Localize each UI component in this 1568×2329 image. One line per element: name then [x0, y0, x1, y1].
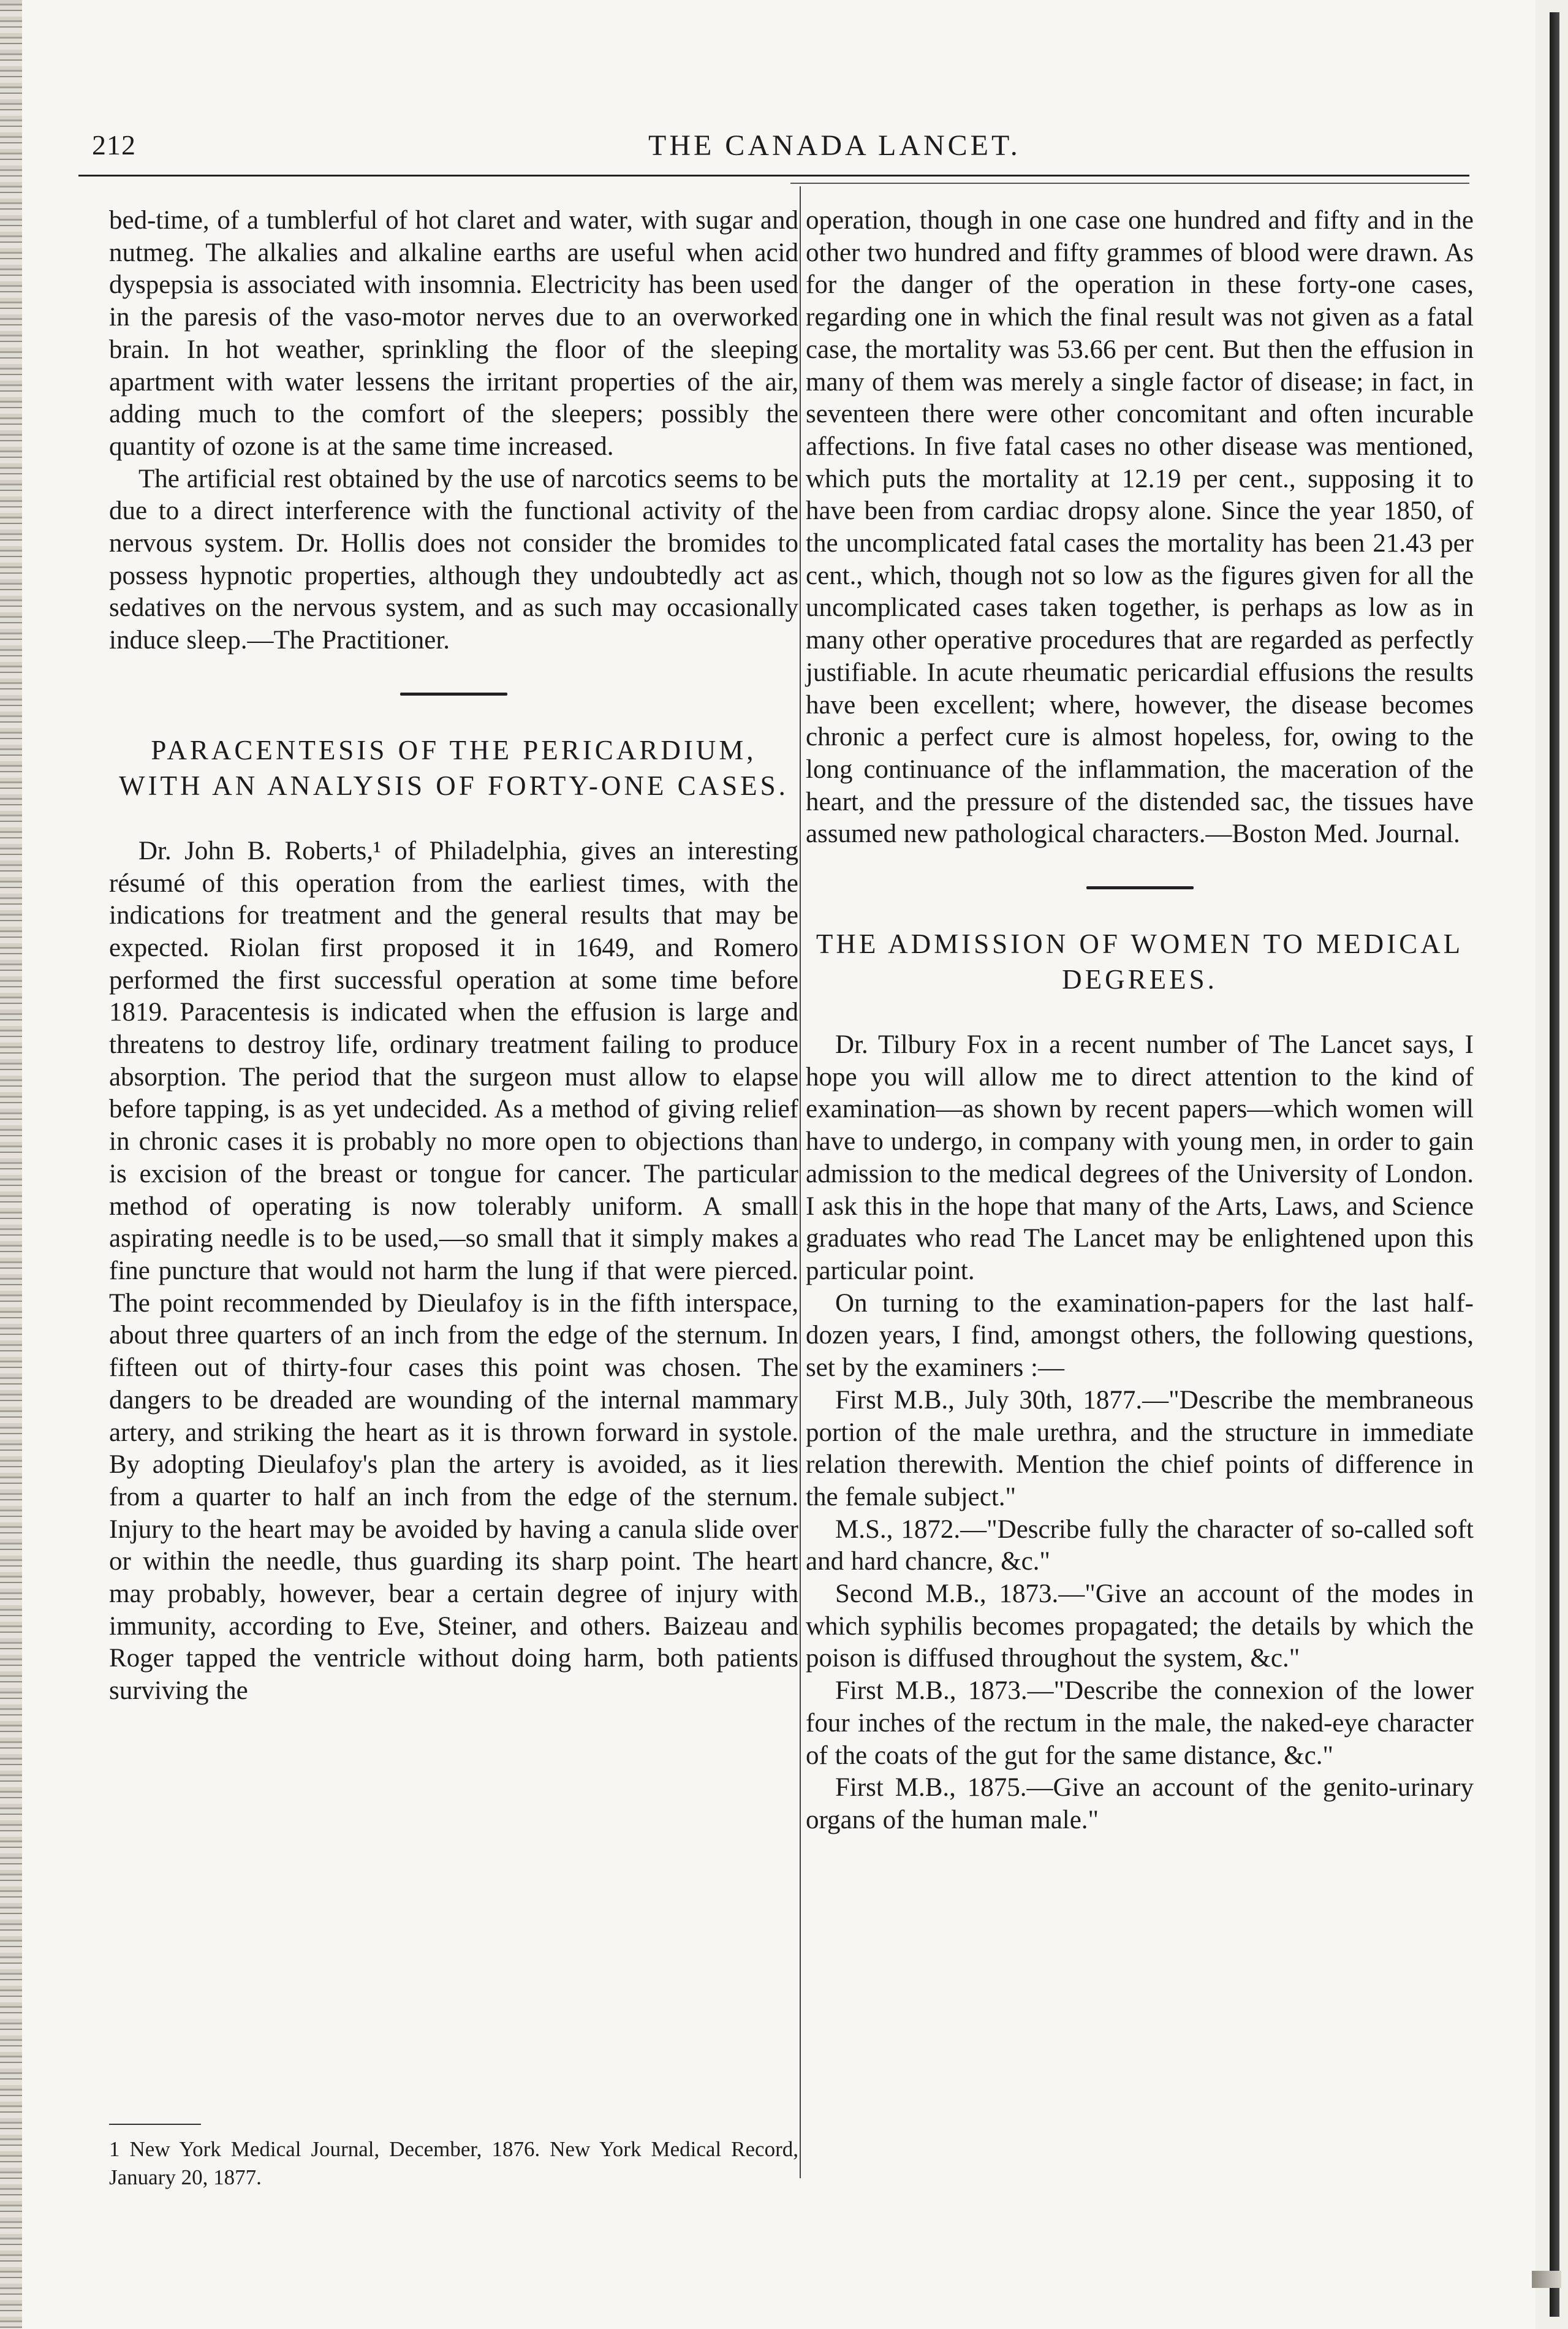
page-number: 212: [92, 129, 136, 161]
exam-question-1875: First M.B., 1875.—Give an account of the genito-urinary organs of the human male.": [806, 1773, 1474, 1834]
exam-papers-paragraph: On turning to the examination-papers for the last half-dozen years, I find, amongst others, the following questions, set by the examiners :—: [806, 1288, 1474, 1383]
exam-question-1873-first: First M.B., 1873.—"Describe the connexion of the lower four inches of the rectum in the male, the naked-eye character of the coats of the gut for the same distance, &c.": [806, 1676, 1474, 1770]
narcotics-paragraph: The artificial rest obtained by the use of narcotics seems to be due to a direct interference with the functional activity of the nervous system. Dr. Hollis does not consider the bromides to possess hypnotic properties, although they undoubtedly act as sedatives on the nervous system, and as such may occasionally induce sleep.—The Practitioner.: [109, 464, 798, 655]
insomnia-remedies-paragraph: bed-time, of a tumblerful of hot claret and water, with sugar and nutmeg. The alkalies and alkaline earths are useful when acid dyspepsia is associated with insomnia. Electricity has been used in the paresis of the vaso-motor nerves due to an overworked brain. In hot weather, sprinkling the floor of the sleeping apartment with water lessens the irritant properties of the air, adding much to the comfort of the sleepers; possibly the quantity of ozone is at the same time increased.: [109, 206, 798, 461]
exam-question-1873-second: Second M.B., 1873.—"Give an account of the modes in which syphilis becomes propagated; the details by which the poison is diffused throughout the system, &c.": [806, 1579, 1474, 1673]
pericardium-body-paragraph: Dr. John B. Roberts,¹ of Philadelphia, gives an interesting résumé of this operation from the earliest times, with the indications for treatment and the general results that may be expected. Riolan first proposed it in 1649, and Romero performed the first successful operation at some time before 1819. Paracentesis is indicated when the effusion is large and threatens to destroy life, ordinary treatment failing to produce absorption. The period that the surgeon must allow to elapse before tapping, is as yet undecided. As a method of giving relief in chronic cases it is probably no more open to objections than is excision of the breast or tongue for cancer. The particular method of operating is now tolerably uniform. A small aspirating needle is to be used,—so small that it simply makes a fine puncture that would not harm the lung if that were pierced. The point recommended by Dieulafoy is in the fifth interspace, about three quarters of an inch from the edge of the sternum. In fifteen out of thirty-four cases this point was chosen. The dangers to be dreaded are wounding of the internal mammary artery, and striking the heart as it is thrown forward in systole. By adopting Dieulafoy's plan the artery is avoided, as it lies from a quarter to half an inch from the edge of the sternum. Injury to the heart may be avoided by having a canula slide over or within the needle, thus guarding its sharp point. The heart may probably, however, bear a certain degree of injury with immunity, according to Eve, Steiner, and others. Baizeau and Roger tapped the ventricle without doing harm, both patients surviving the: [109, 836, 798, 1706]
section-divider: [400, 693, 507, 696]
running-title: THE CANADA LANCET.: [648, 129, 1021, 162]
footnote-rule: [109, 2124, 201, 2125]
header-rule: [78, 175, 1469, 177]
pericardium-continued-paragraph: operation, though in one case one hundred and fifty and in the other two hundred and fifty grammes of blood were drawn. As for the danger of the operation in these forty-one cases, regarding one in which the final result was not given as a fatal case, the mortality was 53.66 per cent. But then the effusion in many of them was merely a single factor of disease; in fact, in seventeen there were other concomitant and often incurable affections. In five fatal cases no other disease was mentioned, which puts the mortality at 12.19 per cent., supposing it to have been from cardiac dropsy alone. Since the year 1850, of the uncomplicated fatal cases the mortality has been 21.43 per cent., which, though not so low as the figures given for all the uncomplicated cases taken together, is perhaps as low as in many other operative procedures that are regarded as perfectly justifiable. In acute rheumatic pericardial effusions the results have been excellent; where, however, the disease becomes chronic a perfect cure is almost hopeless, for, owing to the long continuance of the inflammation, the maceration of the heart, and the pressure of the distended sac, the tissues have assumed new pathological characters.—Boston Med. Journal.: [806, 206, 1474, 849]
exam-question-1877: First M.B., July 30th, 1877.—"Describe the membraneous portion of the male urethra, and the structure in immediate relation therewith. Mention the chief points of difference in the female subject.": [806, 1385, 1474, 1511]
footnote: 1 New York Medical Journal, December, 1876. New York Medical Record, January 20, 1877.: [109, 2137, 798, 2189]
column-divider: [800, 186, 801, 2178]
women-degrees-section-title: THE ADMISSION OF WOMEN TO MEDICAL DEGREES.: [816, 929, 1464, 995]
scan-left-edge: [0, 0, 23, 2329]
header-rule-secondary: [790, 183, 1469, 184]
scan-right-edge: [1550, 12, 1559, 2317]
fox-letter-paragraph: Dr. Tilbury Fox in a recent number of The Lancet says, I hope you will allow me to direct attention to the kind of examination—as shown by recent papers—which women will have to undergo, in company with young men, in order to gain admission to the medical degrees of the University of London. I ask this in the hope that many of the Arts, Laws, and Science graduates who read The Lancet may be enlightened upon this particular point.: [806, 1030, 1474, 1285]
scan-artifact: [1532, 2271, 1561, 2288]
section-divider: [1086, 886, 1194, 889]
right-column: [806, 205, 1474, 1837]
exam-question-1872: M.S., 1872.—"Describe fully the character of so-called soft and hard chancre, &c.": [806, 1514, 1474, 1576]
pericardium-section-title: PARACENTESIS OF THE PERICARDIUM, WITH AN ANALYSIS OF FORTY-ONE CASES.: [119, 734, 789, 801]
left-column: [109, 205, 798, 1708]
page-header: [66, 129, 1469, 172]
